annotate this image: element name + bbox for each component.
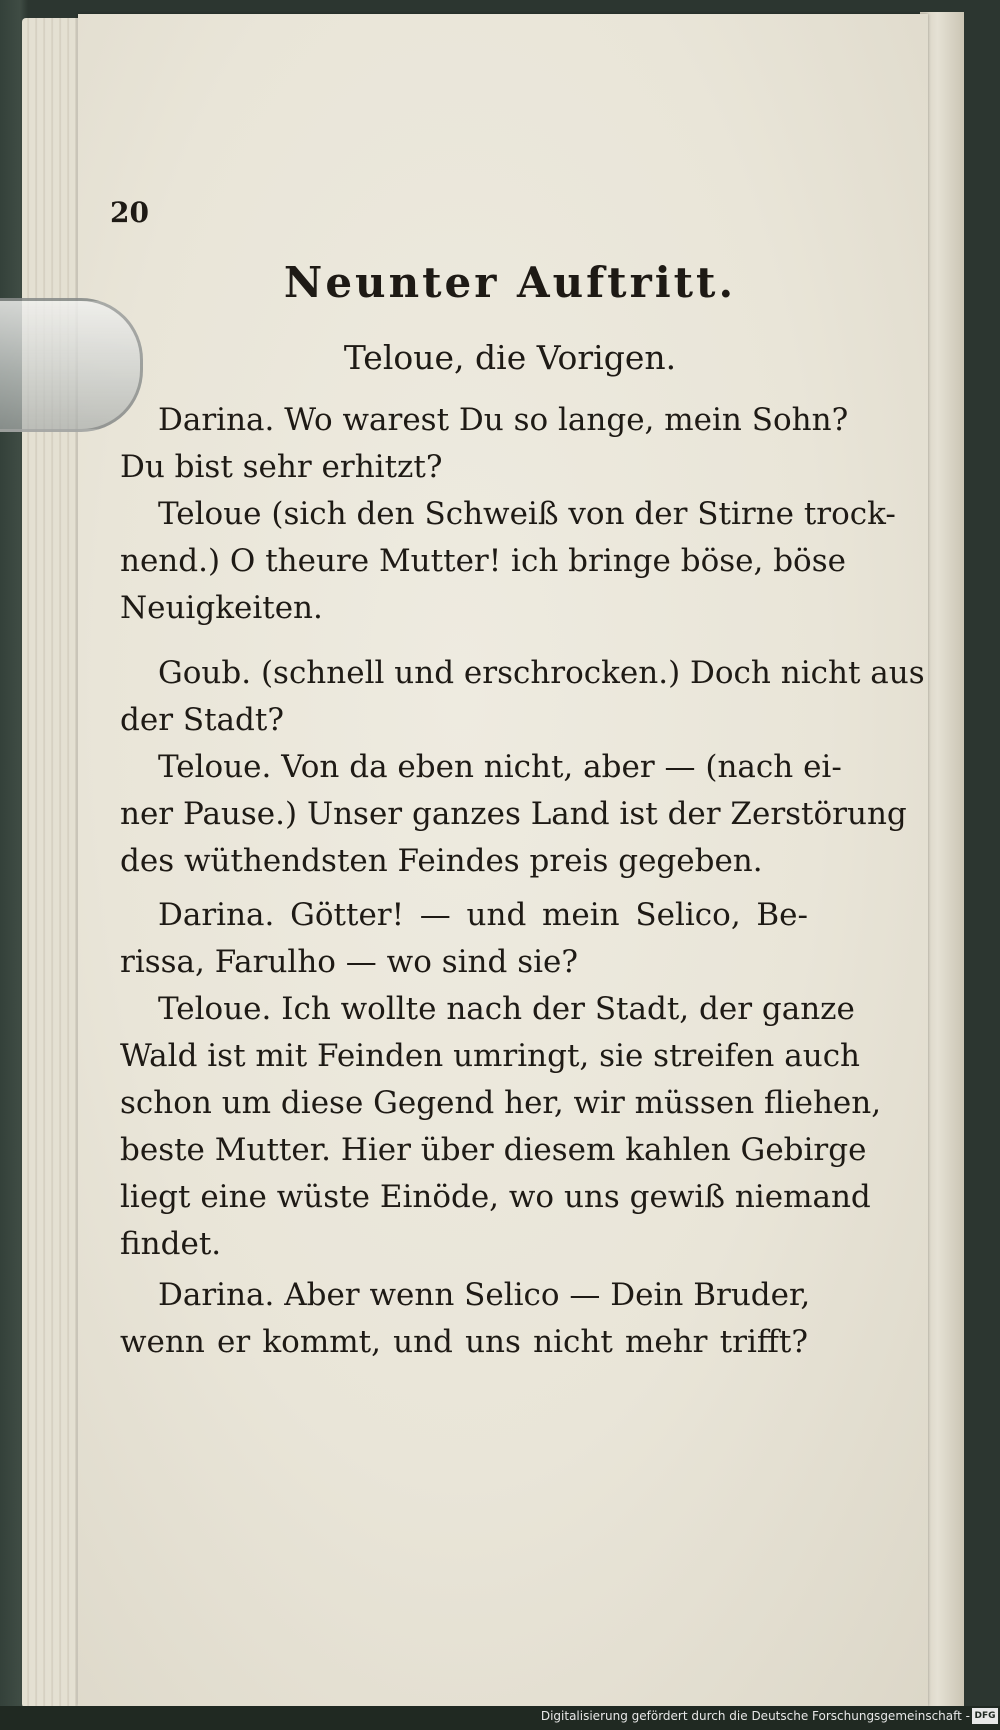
scene-heading: Neunter Auftritt. (283, 258, 737, 307)
text-line: der Stadt? (120, 702, 284, 738)
text-line: Teloue. Ich wollte nach der Stadt, der ganze (158, 991, 855, 1027)
text-line: Teloue. Von da eben nicht, aber — (nach ei- (158, 749, 842, 785)
text-line: Darina. Wo warest Du so lange, mein Sohn? (158, 402, 849, 438)
text-line: Du bist sehr erhitzt? (120, 449, 443, 485)
footer-credit: Digitalisierung gefördert durch die Deutsche Forschungsgemeinschaft - (540, 1709, 970, 1723)
text-line: Wald ist mit Feinden umringt, sie streifen auch (120, 1038, 861, 1074)
dfg-logo: DFG (972, 1708, 998, 1724)
page-number: 20 (110, 196, 149, 229)
scene-characters: Teloue, die Vorigen. (343, 338, 677, 377)
text-line: nend.) O theure Mutter! ich bringe böse, böse (120, 543, 846, 579)
text-line: des wüthendsten Feindes preis gegeben. (120, 843, 763, 879)
text-line: schon um diese Gegend her, wir müssen fliehen, (120, 1085, 882, 1121)
text-line: wenn er kommt, und uns nicht mehr trifft? (120, 1324, 808, 1360)
text-line: Goub. (schnell und erschrocken.) Doch nicht aus (158, 655, 925, 691)
text-line: findet. (120, 1226, 222, 1262)
text-line: Darina. Götter! — und mein Selico, Be- (158, 897, 808, 933)
text-line: beste Mutter. Hier über diesem kahlen Gebirge (120, 1132, 867, 1168)
text-line: ner Pause.) Unser ganzes Land ist der Zerstörung (120, 796, 907, 832)
text-line: Darina. Aber wenn Selico — Dein Bruder, (158, 1277, 811, 1313)
text-line: rissa, Farulho — wo sind sie? (120, 944, 578, 980)
text-line: Teloue (sich den Schweiß von der Stirne trock- (158, 496, 896, 532)
text-line: Neuigkeiten. (120, 590, 323, 626)
text-line: liegt eine wüste Einöde, wo uns gewiß niemand (120, 1179, 871, 1215)
